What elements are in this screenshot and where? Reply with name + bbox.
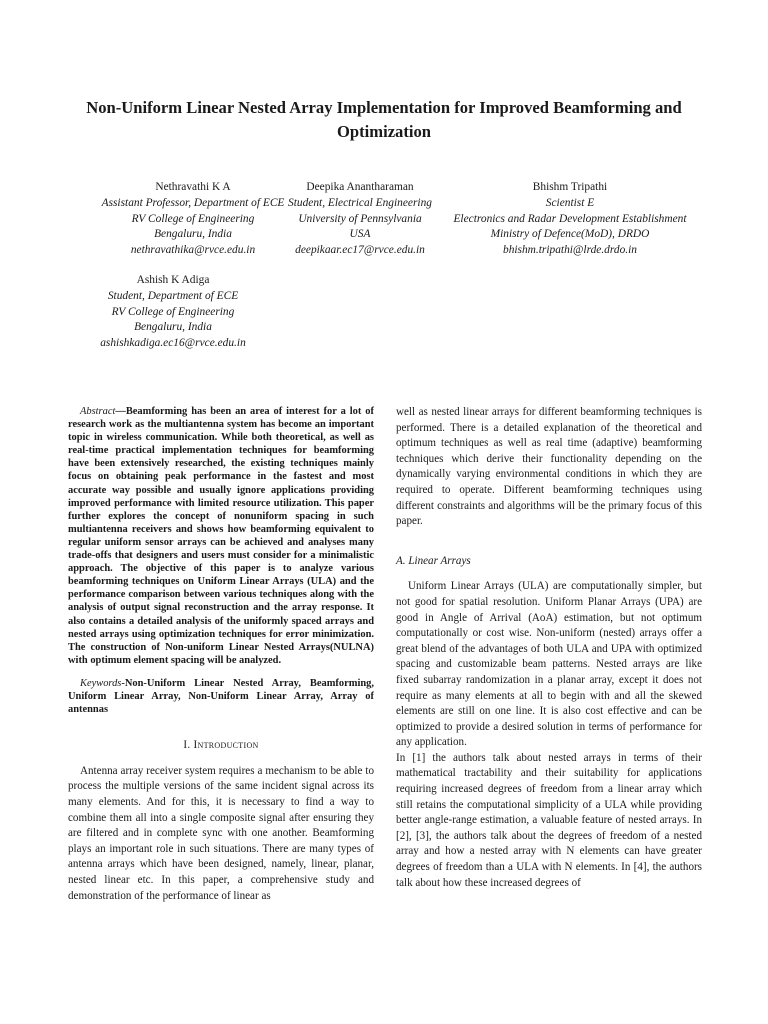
author-email: nethravathika@rvce.edu.in [130, 244, 256, 257]
author-name: Deepika Anantharaman [306, 181, 414, 193]
section-number: I. [183, 739, 191, 752]
right-paragraph: well as nested linear arrays for different beamforming techniques is performed. There is a detailed explanation of the theoretical and optimum techniques as well as real time (adaptive) beamforming techniques which derive their functionality depending on the dynamically varying environmental conditions in which they are required to operate. Different beamforming techniques using different constraints and algorithms will be the primary focus of this paper. [396, 406, 702, 528]
author-block [40, 273, 306, 352]
author-location: USA [349, 228, 371, 241]
author-role: Scientist E [545, 196, 595, 209]
author-location: Bengaluru, India [154, 228, 232, 241]
section-title: Introduction [193, 739, 259, 752]
author-email: ashishkadiga.ec16@rvce.edu.in [100, 337, 246, 350]
author-block [440, 180, 700, 259]
author-institution: University of Pennsylvania [298, 212, 422, 225]
author-institution: RV College of Engineering [111, 305, 235, 318]
author-role: Student, Department of ECE [107, 289, 239, 302]
subsection-heading-linear-arrays: A. Linear Arrays [396, 554, 471, 567]
abstract [68, 405, 374, 667]
author-email: bhishm.tripathi@lrde.drdo.in [503, 244, 637, 257]
author-location: Ministry of Defence(MoD), DRDO [490, 228, 650, 241]
right-paragraph: Uniform Linear Arrays (ULA) are computationally simpler, but not good for spatial resolution. Uniform Planar Arrays (UPA) are good in Angle of Arrival (AoA) estimation, but not optimum computationally or cost wise. Non-uniform (nested) arrays offer a great blend of the advantages of both ULA and UPA with optimized spacing and customizable beam patterns. Nested arrays are like fixed subarray randomization in a planar array, except it does not require as many elements at all to begin with and all the skewed elements are still on one line. It is also cost effective and can be optimized to provide a desired solution in terms of performance for any application. [396, 580, 702, 749]
left-column [68, 405, 374, 904]
author-location: Bengaluru, India [134, 321, 212, 334]
author-email: deepikaar.ec17@rvce.edu.in [295, 244, 425, 257]
abstract-text: —Beamforming has been an area of interest for a lot of research work as the multiantenna system has become an important topic in wireless communication. While both theoretical, as well as real-time practical implementation techniques for beamforming have been extensively researched, the existing techniques mainly focus on obtaining peak performance in the fastest and most accurate way possible and usually ignore applications providing improved performance with limited resource utilization. This paper further explores the concept of nonuniform spacing in such multiantenna receivers and shows how beamforming equivalent to regular uniform sensor arrays can be achieved and analyses many trade-offs that designers and users must consider for a minimalistic approach. The objective of this paper is to analyze various beamforming techniques on Uniform Linear Arrays (ULA) and the performance comparison between various techniques along with the analysis of output signal reconstruction and the array response. It also contains a detailed analysis of the uniformly spaced arrays and nested arrays using optimization techniques for error minimization. The construction of Non-uniform Linear Nested Arrays(NULNA) with optimum element spacing will be analyzed. [68, 406, 374, 666]
abstract-label: Abstract [80, 406, 116, 417]
keywords-label: Keywords [80, 677, 122, 689]
author-name: Ashish K Adiga [136, 274, 210, 286]
intro-paragraph: Antenna array receiver system requires a mechanism to be able to process the multiple versions of the same incident signal across its many elements. And for this, it is necessary to find a way to combine them all into a single composite signal after ensuring they are filtered and in complete sync with one another. Beamforming plays an important role in such situations. There are many types of antenna arrays which have been designed, namely, linear, planar, nested linear etc. In this paper, a comprehensive study and demonstration of the performance of linear as [68, 764, 374, 902]
paper-title: Non-Uniform Linear Nested Array Implementation for Improved Beamforming and Optimization [86, 98, 682, 141]
author-name: Nethravathi K A [155, 181, 231, 193]
author-name: Bhishm Tripathi [532, 181, 608, 193]
keywords-text: -Non-Uniform Linear Nested Array, Beamforming, Uniform Linear Array, Non-Uniform Linear Array, Array of antennas [68, 677, 374, 716]
keywords [68, 677, 374, 716]
right-paragraph: In [1] the authors talk about nested arrays in terms of their mathematical tractability and their suitability for applications requiring increased degrees of freedom from a linear array which still retains the computational simplicity of a ULA while providing better angle-range estimation, a valuable feature of nested arrays. In [2], [3], the authors talk about the degrees of freedom of a nested array and how a nested array with N elements can have greater degrees of freedom than a ULA with N elements. In [4], the authors talk about how these increased degrees of [396, 751, 702, 889]
author-institution: Electronics and Radar Development Establishment [453, 212, 687, 225]
author-institution: RV College of Engineering [131, 212, 255, 225]
author-block [260, 180, 460, 259]
section-heading-introduction [68, 738, 374, 754]
author-role: Assistant Professor, Department of ECE [101, 196, 285, 209]
right-column [396, 405, 702, 891]
author-role: Student, Electrical Engineering [288, 196, 432, 209]
